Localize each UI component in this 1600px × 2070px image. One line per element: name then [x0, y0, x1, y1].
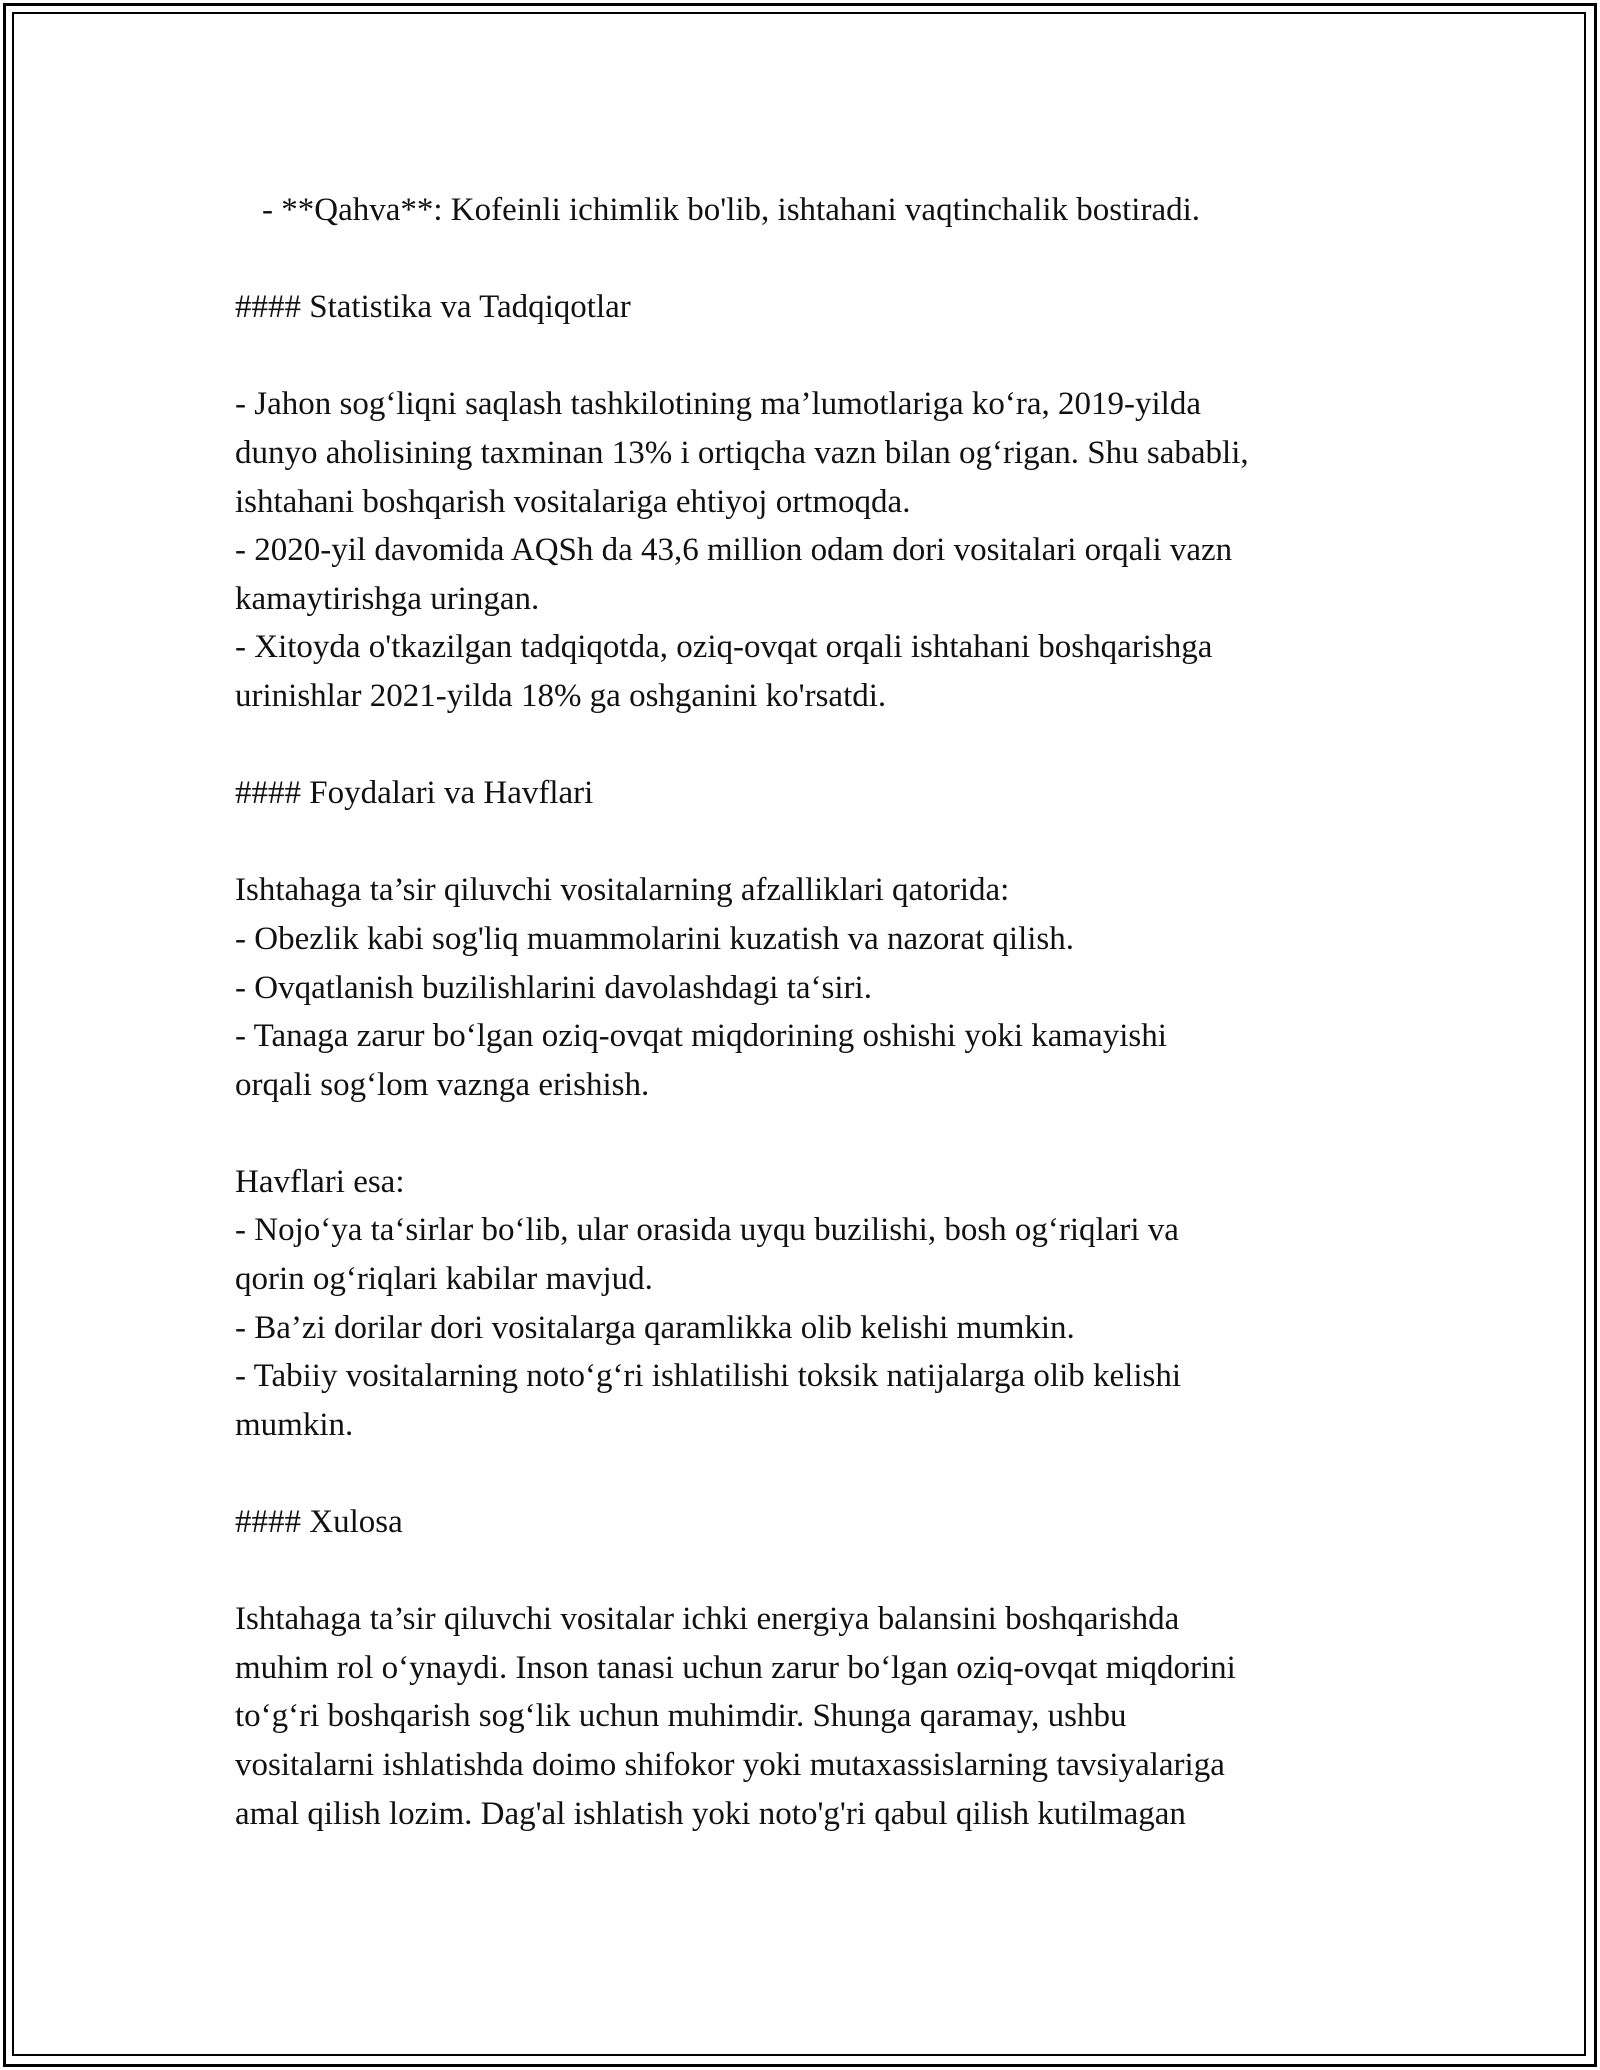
text-line: Havflari esa:	[235, 1163, 405, 1200]
blank-line	[235, 1109, 1375, 1158]
text-line: Ishtahaga ta’sir qiluvchi vositalar ichki energiya balansini boshqarishda	[235, 1601, 1180, 1638]
text-line: - Obezlik kabi sog'liq muammolarini kuzatish va nazorat qilish.	[235, 920, 1075, 957]
text-line: kamaytirishga uringan.	[235, 580, 540, 617]
text-line: orqali sog‘lom vaznga erishish.	[235, 1066, 650, 1103]
risks-paragraph	[235, 1158, 1375, 1450]
text-line: - Tabiiy vositalarning noto‘g‘ri ishlatilishi toksik natijalarga olib kelishi	[235, 1358, 1182, 1395]
text-line: - Ovqatlanish buzilishlarini davolashdagi ta‘siri.	[235, 969, 872, 1006]
text-line: Ishtahaga ta’sir qiluvchi vositalarning afzalliklari qatorida:	[235, 872, 1010, 909]
heading-benefits-risks: #### Foydalari va Havflari	[235, 775, 594, 812]
text-line: mumkin.	[235, 1406, 354, 1443]
text-line: urinishlar 2021-yilda 18% ga oshganini ko'rsatdi.	[235, 677, 887, 714]
text-line: to‘g‘ri boshqarish sog‘lik uchun muhimdir. Shunga qaramay, ushbu	[235, 1698, 1127, 1735]
benefits-paragraph	[235, 866, 1375, 1109]
text-line: - Nojo‘ya ta‘sirlar bo‘lib, ular orasida uyqu buzilishi, bosh og‘riqlari va	[235, 1212, 1179, 1249]
heading-conclusion: #### Xulosa	[235, 1504, 403, 1541]
text-line: - Ba’zi dorilar dori vositalarga qaramlikka olib kelishi mumkin.	[235, 1309, 1075, 1346]
blank-line	[235, 235, 1375, 284]
conclusion-paragraph	[235, 1595, 1375, 1838]
document-body	[235, 186, 1375, 1838]
list-item-coffee: - **Qahva**: Kofeinli ichimlik bo'lib, ishtahani vaqtinchalik bostiradi.	[262, 192, 1201, 228]
heading-statistics: #### Statistika va Tadqiqotlar	[235, 289, 631, 326]
blank-line	[235, 1449, 1375, 1498]
text-line: muhim rol o‘ynaydi. Inson tanasi uchun zarur bo‘lgan oziq-ovqat miqdorini	[235, 1649, 1236, 1686]
text-line: dunyo aholisining taxminan 13% i ortiqcha vazn bilan og‘rigan. Shu sababli,	[235, 434, 1249, 471]
blank-line	[235, 818, 1375, 867]
text-line: - Tanaga zarur bo‘lgan oziq-ovqat miqdorining oshishi yoki kamayishi	[235, 1018, 1167, 1055]
text-line: ishtahani boshqarish vositalariga ehtiyoj ortmoqda.	[235, 483, 911, 520]
blank-line	[235, 721, 1375, 770]
text-line: - Jahon sog‘liqni saqlash tashkilotining ma’lumotlariga ko‘ra, 2019-yilda	[235, 386, 1201, 423]
statistics-paragraph	[235, 380, 1375, 720]
text-line: - Xitoyda o'tkazilgan tadqiqotda, oziq-ovqat orqali ishtahani boshqarishga	[235, 629, 1213, 666]
text-line: vositalarni ishlatishda doimo shifokor yoki mutaxassislarning tavsiyalariga	[235, 1747, 1225, 1783]
blank-line	[235, 332, 1375, 381]
text-line: qorin og‘riqlari kabilar mavjud.	[235, 1261, 653, 1298]
text-line: - 2020-yil davomida AQSh da 43,6 million odam dori vositalari orqali vazn	[235, 532, 1233, 569]
text-line: amal qilish lozim. Dag'al ishlatish yoki noto'g'ri qabul qilish kutilmagan	[235, 1795, 1186, 1832]
blank-line	[235, 1547, 1375, 1596]
